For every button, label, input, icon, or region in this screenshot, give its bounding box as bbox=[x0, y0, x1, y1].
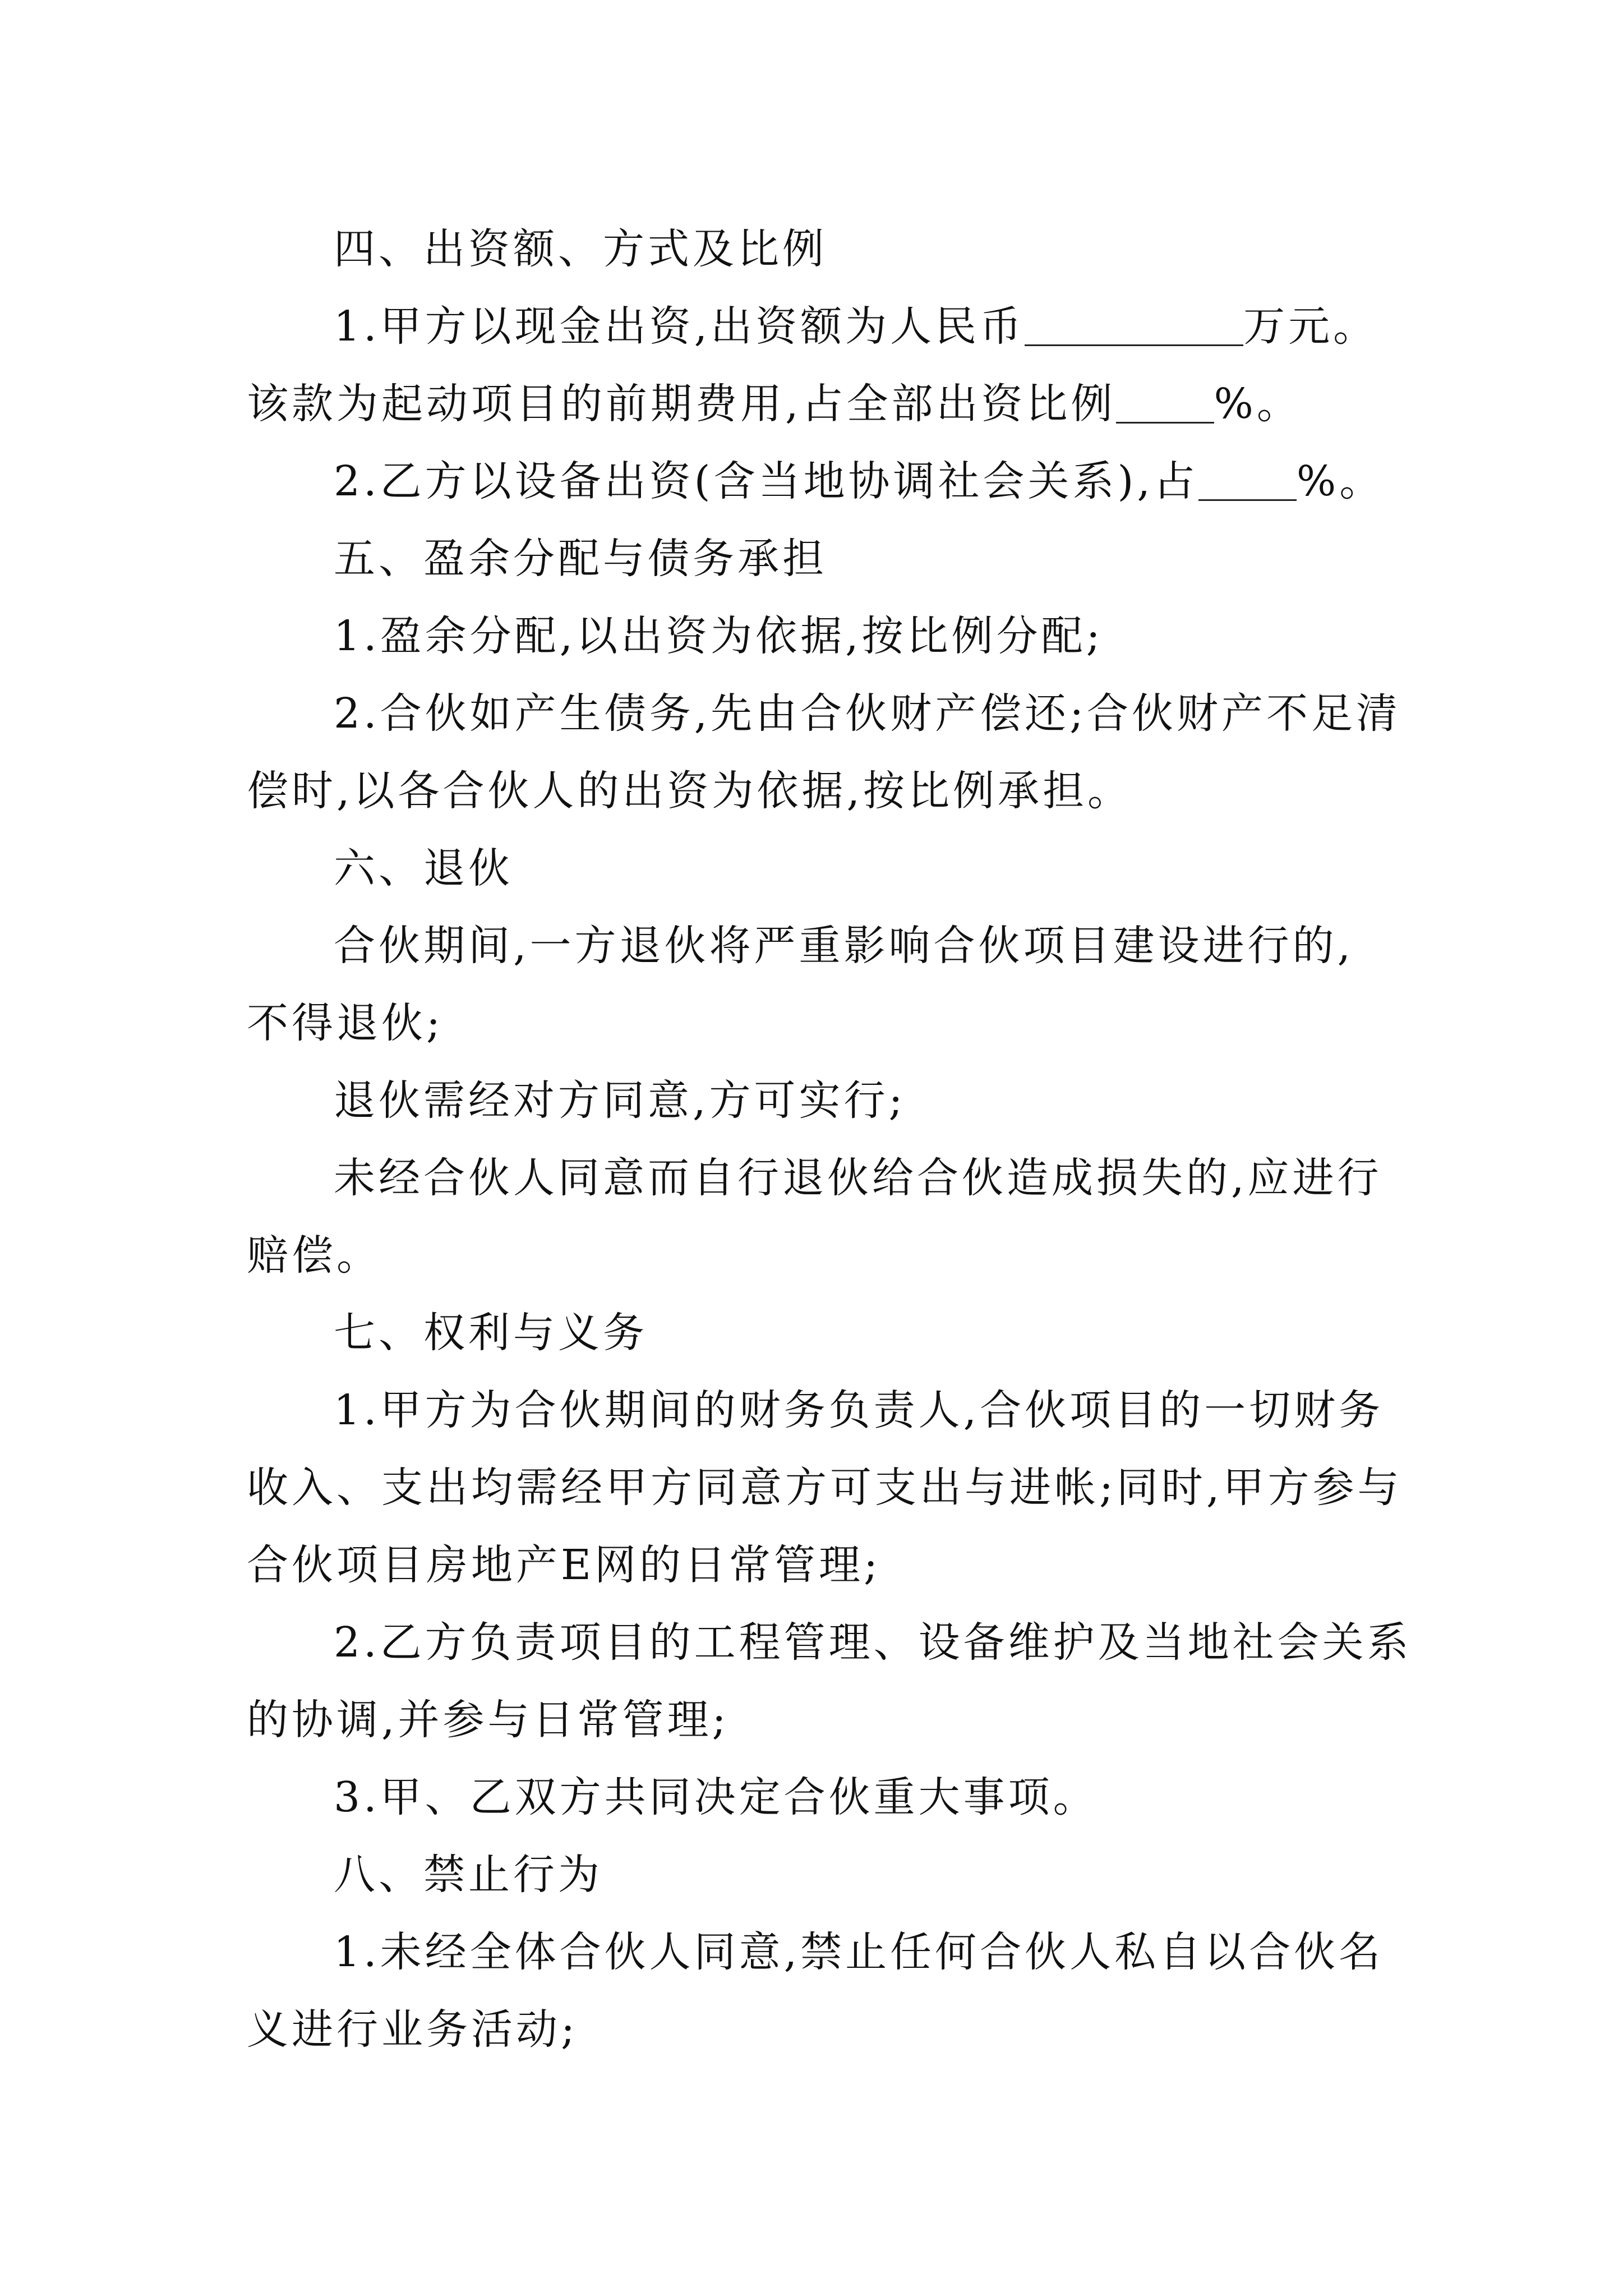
paragraph-line: 2.乙方以设备出资(含当地协调社会关系),占 %。 bbox=[247, 443, 1391, 520]
paragraph-line: 1.未经全体合伙人同意,禁止任何合伙人私自以合伙名 bbox=[334, 1928, 1384, 1976]
section-heading: 五、盈余分配与债务承担 bbox=[334, 535, 827, 583]
fill-in-blank bbox=[1025, 300, 1243, 346]
paragraph-line: 退伙需经对方同意,方可实行; bbox=[334, 1076, 906, 1125]
paragraph-line: 偿时,以各合伙人的出资为依据,按比例承担。 bbox=[247, 767, 1133, 815]
paragraph-line: 2.乙方负责项目的工程管理、设备维护及当地社会关系 bbox=[334, 1618, 1412, 1667]
paragraph-line: 合伙期间,一方退伙将严重影响合伙项目建设进行的, bbox=[334, 922, 1354, 970]
paragraph-line: 义进行业务活动; bbox=[247, 2005, 578, 2054]
paragraph-line: 的协调,并参与日常管理; bbox=[247, 1696, 730, 1744]
fill-in-blank bbox=[1198, 454, 1297, 501]
fill-in-blank bbox=[1116, 377, 1214, 424]
paragraph-line: 不得退伙; bbox=[247, 999, 444, 1047]
section-heading: 八、禁止行为 bbox=[334, 1851, 603, 1899]
paragraph-line: 3.甲、乙双方共同决定合伙重大事项。 bbox=[334, 1773, 1098, 1821]
paragraph-line: 合伙项目房地产E网的日常管理; bbox=[247, 1541, 881, 1589]
paragraph-line: 该款为起动项目的前期费用,占全部出资比例 %。 bbox=[247, 365, 1391, 443]
section-heading: 四、出资额、方式及比例 bbox=[334, 225, 827, 273]
paragraph-line: 收入、支出均需经甲方同意方可支出与进帐;同时,甲方参与 bbox=[247, 1464, 1403, 1512]
paragraph-line: 1.盈余分配,以出资为依据,按比例分配; bbox=[334, 612, 1104, 660]
paragraph-line: 1.甲方为合伙期间的财务负责人,合伙项目的一切财务 bbox=[334, 1386, 1384, 1434]
paragraph-line: 2.合伙如产生债务,先由合伙财产偿还;合伙财产不足清 bbox=[334, 689, 1401, 738]
section-heading: 六、退伙 bbox=[334, 844, 513, 892]
section-heading: 七、权利与义务 bbox=[334, 1309, 648, 1357]
paragraph-line: 赔偿。 bbox=[247, 1231, 381, 1280]
document-body bbox=[247, 210, 1412, 2068]
paragraph-line: 未经合伙人同意而自行退伙给合伙造成损失的,应进行 bbox=[334, 1154, 1382, 1202]
paragraph-line: 1.甲方以现金出资,出资额为人民币 万元。 bbox=[247, 288, 1391, 365]
